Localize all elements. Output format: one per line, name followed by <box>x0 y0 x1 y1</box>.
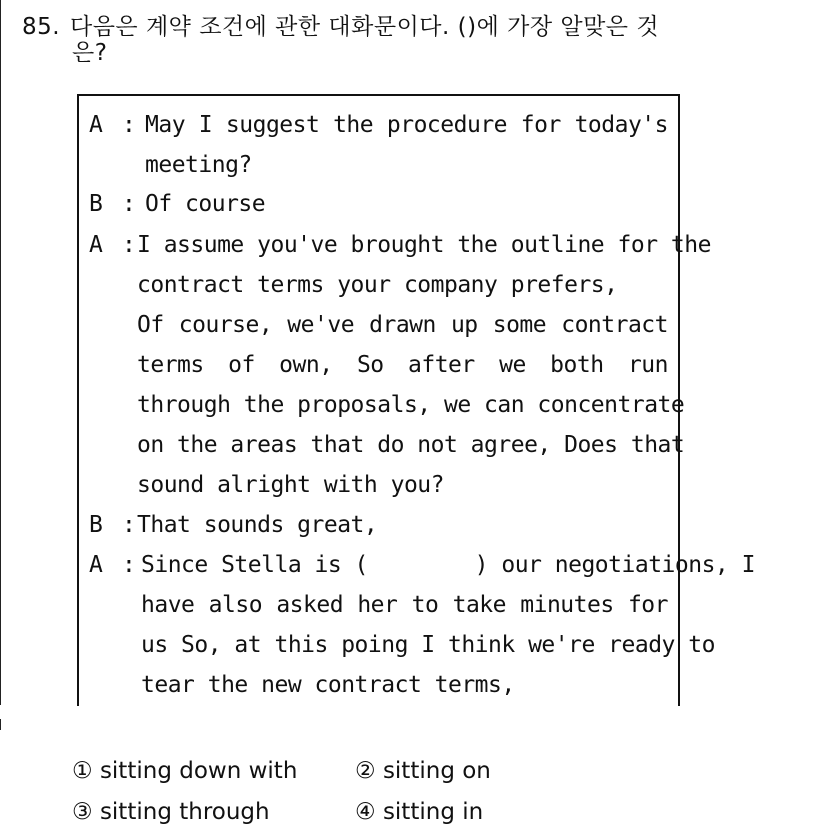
dialog-line: Of course <box>145 191 266 217</box>
question-line-2: 은? <box>72 40 108 66</box>
option-2[interactable] <box>355 758 491 784</box>
question <box>22 14 659 66</box>
dialog-line: through the proposals, we can concentrate <box>137 392 685 418</box>
dialog-line: us So, at this poing I think we're ready to <box>141 632 715 658</box>
option-4[interactable] <box>355 799 483 825</box>
speaker-label: A <box>89 232 103 258</box>
speaker-label: A <box>89 112 103 138</box>
option-mark: ④ <box>355 799 376 825</box>
option-text: sitting on <box>382 758 491 784</box>
speaker-label: B <box>89 191 103 217</box>
dialog-line: terms of own, So after we both run <box>137 352 668 378</box>
option-mark: ① <box>72 758 93 784</box>
option-3[interactable] <box>72 799 270 825</box>
option-text: sitting through <box>99 799 270 825</box>
dialog-line: That sounds great, <box>137 512 378 538</box>
speaker-colon: : <box>122 552 136 578</box>
option-mark: ③ <box>72 799 93 825</box>
question-line-1 <box>22 14 659 40</box>
dialog-line: I assume you've brought the outline for the <box>137 232 711 258</box>
question-number: 85. <box>22 14 61 40</box>
speaker-colon: : <box>122 112 136 138</box>
speaker-colon: : <box>122 191 136 217</box>
question-text: 다음은 계약 조건에 관한 대화문이다. ()에 가장 알맞은 것 <box>70 14 660 40</box>
dialog-line: meeting? <box>145 152 252 178</box>
option-1[interactable] <box>72 758 297 784</box>
dialog-line: on the areas that do not agree, Does that <box>137 432 685 458</box>
speaker-colon: : <box>122 232 136 258</box>
dialog-line: contract terms your company prefers, <box>137 272 618 298</box>
page-left-rule <box>0 0 1 705</box>
dialog-box <box>77 94 755 706</box>
speaker-label: A <box>89 552 103 578</box>
dialog-line: Since Stella is ( ) our negotiations, I <box>141 552 755 578</box>
speaker-colon: : <box>122 512 136 538</box>
dialog-line: have also asked her to take minutes for <box>141 592 668 618</box>
dialog-line: Of course, we've drawn up some contract <box>137 312 668 338</box>
option-text: sitting down with <box>99 758 298 784</box>
dialog-line: tear the new contract terms, <box>141 672 515 698</box>
option-mark: ② <box>355 758 376 784</box>
page-left-tick <box>0 719 1 730</box>
dialog-line: May I suggest the procedure for today's <box>145 112 668 138</box>
dialog-line: sound alright with you? <box>137 472 444 498</box>
option-text: sitting in <box>382 799 484 825</box>
speaker-label: B <box>89 512 103 538</box>
